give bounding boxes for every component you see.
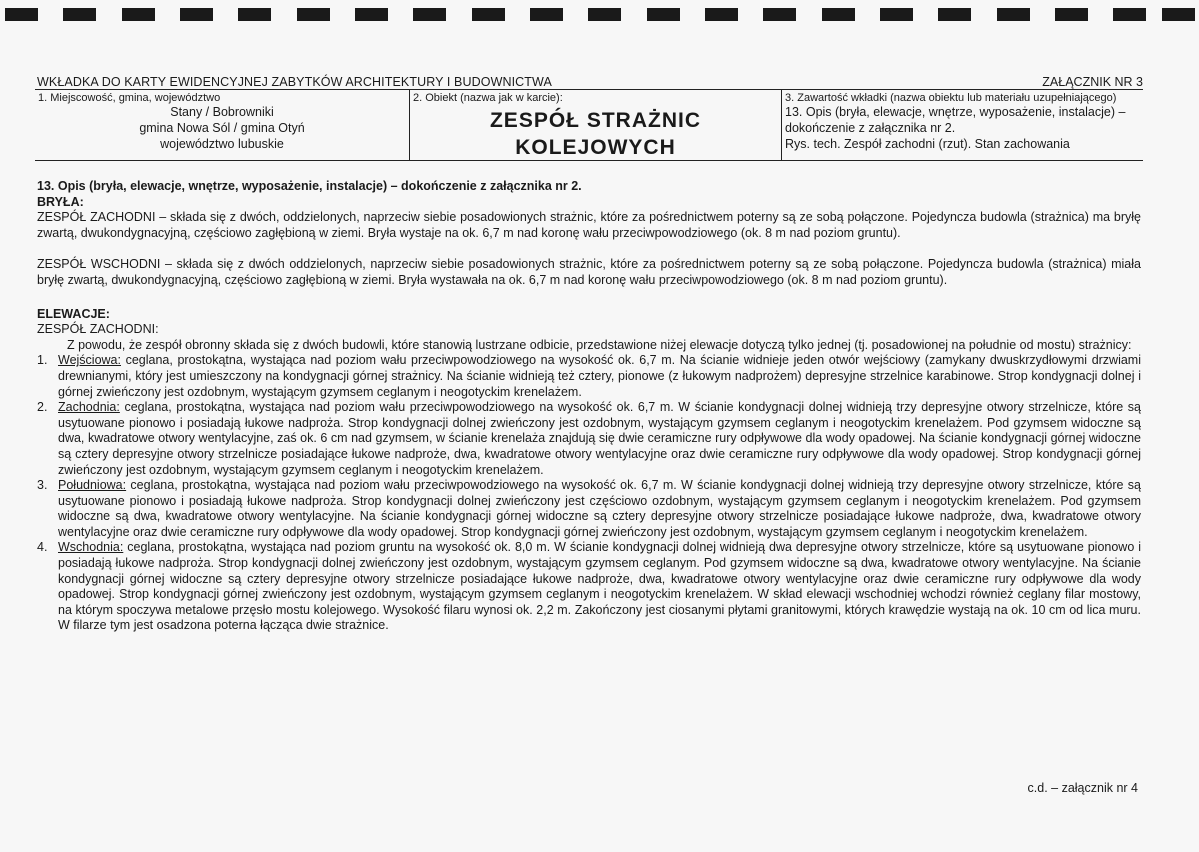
description-body [37,179,1141,634]
binder-hole [180,8,213,21]
binder-hole [238,8,271,21]
elevation-name: Zachodnia: [58,400,120,415]
list-item-number: 2. [37,400,48,415]
contents-label: 3. Zawartość wkładki (nazwa obiektu lub materiału uzupełniającego) [785,92,1117,104]
contents-line: dokończenie z załącznika nr 2. [785,121,956,135]
bryla-east-paragraph: ZESPÓŁ WSCHODNI – składa się z dwóch oddzielonych, naprzeciw siebie posadowionych strażnic, które za pośrednictwem poterny są ze sobą połączone. Pojedyncza budowla (strażnica) miała bryłę zwartą, dwukondygnacyjną, częściowo zagłębioną w ziemi. Bryła wystawała na ok. 6,7 m nad koronę wału przeciwpowodziowego (ok. 8 m nad poziom gruntu). [37,257,1141,287]
location-line: Stany / Bobrowniki [170,105,274,119]
elevations-list [37,353,1141,634]
elewacje-heading: ELEWACJE: [37,306,110,321]
elewacje-subheading: ZESPÓŁ ZACHODNI: [37,322,159,337]
elevation-name: Wejściowa: [58,353,121,368]
contents-cell [782,90,1143,160]
bryla-west-paragraph: ZESPÓŁ ZACHODNI – składa się z dwóch, oddzielonych, naprzeciw siebie posadowionych strażnic, które za pośrednictwem poterny są ze sobą połączone. Pojedyncza budowla (strażnica) ma bryłę zwartą, dwukondygnacyjną, częściowo zagłębioną w ziemi. Bryła wystaje na ok. 6,7 m nad koronę wału przeciwpowodziowego (ok. 8 m nad poziom gruntu). [37,210,1141,240]
location-label: 1. Miejscowość, gmina, województwo [38,92,221,104]
binder-hole [1113,8,1146,21]
elevation-name: Wschodnia: [58,540,124,555]
binder-hole [705,8,738,21]
binder-hole [938,8,971,21]
elewacje-intro: Z powodu, że zespół obronny składa się z dwóch budowli, które stanowią lustrzane odbicie, przedstawione niżej elewacje dotyczą tylko jednej (tj. posadowionej na południe od mostu) strażnicy: [67,337,1132,352]
binder-hole [472,8,505,21]
binder-hole [355,8,388,21]
list-item [37,540,1141,634]
document-title: WKŁADKA DO KARTY EWIDENCYJNEJ ZABYTKÓW ARCHITEKTURY I BUDOWNICTWA [37,75,552,89]
elevation-description: ceglana, prostokątna, wystająca nad poziom wału przeciwpowodziowego na wysokość ok. 6,7 m. Na ścianie widnieje jeden otwór wejściowy (zamykany dwuskrzydłowymi drzwiami drewnianymi, który jest umieszczony na kondygnacji górnej strażnicy. Na ścianie widnieją też cztery, pionowe (z łukowym nadprożem) depresyjne strzelnice karabinowe. Strop kondygnacji dolnej i górnej zwieńczony jest ozdobnym, wystającym gzymsem ceglanym i neogotyckim krenelażem. [58,353,1141,399]
binder-hole [997,8,1030,21]
binder-hole [647,8,680,21]
binder-hole [588,8,621,21]
object-title [410,107,781,161]
list-item-number: 1. [37,353,48,368]
binder-hole [880,8,913,21]
object-title-line: ZESPÓŁ STRAŻNIC [489,109,701,132]
binder-hole [63,8,96,21]
section-heading: 13. Opis (bryła, elewacje, wnętrze, wyposażenie, instalacje) – dokończenie z załącznika nr 2. [37,179,582,193]
list-item-number: 4. [37,540,48,555]
list-item [37,478,1141,540]
binder-hole [413,8,446,21]
binder-hole [763,8,796,21]
contents-line: 13. Opis (bryła, elewacje, wnętrze, wyposażenie, instalacje) – [785,105,1126,119]
binder-hole [122,8,155,21]
location-line: województwo lubuskie [160,137,284,151]
location-cell [35,90,409,160]
annex-label: ZAŁĄCZNIK NR 3 [1042,75,1143,89]
binder-hole [297,8,330,21]
elevation-name: Południowa: [58,478,127,493]
list-item [37,353,1141,400]
object-label: 2. Obiekt (nazwa jak w karcie): [413,92,563,104]
list-item [37,400,1141,478]
object-cell [409,90,782,160]
binder-hole [1162,8,1195,21]
binder-hole [530,8,563,21]
binder-hole [822,8,855,21]
elevation-description: ceglana, prostokątna, wystająca nad poziom wału przeciwpowodziowego na wysokość ok. 6,7 m. W ścianie kondygnacji dolnej widnieją trzy depresyjne otwory strzelnicze, które są usytuowane pionowo i posiadają łukowe nadproża. Strop kondygnacji dolnej zwieńczony jest częściowo ozdobnym, wystającym gzymsem ceglanym i neogotyckim krenelażem. Pod gzymsem widoczne są dwa, kwadratowe otwory wentylacyjne. Na ścianie kondygnacji górnej widoczne są cztery depresyjne otwory strzelnicze posiadające łukowe nadproże, dwa, kwadratowe otwory wentylacyjne oraz dwie ceramiczne rury odpływowe dla wody opadowej. Strop kondygnacji górnej zwieńczony jest ozdobnym, wystającym gzymsem ceglanym i neogotyckim krenelażem. [58,478,1141,539]
binder-holes [0,8,1199,22]
continued-note: c.d. – załącznik nr 4 [1027,781,1138,795]
location-line: gmina Nowa Sól / gmina Otyń [139,121,305,135]
binder-hole [1055,8,1088,21]
contents-line: Rys. tech. Zespół zachodni (rzut). Stan zachowania [785,137,1070,151]
header-table [35,89,1143,161]
elevation-description: ceglana, prostokątna, wystająca nad poziom gruntu na wysokość ok. 8,0 m. W ścianie kondygnacji dolnej widnieją dwa depresyjne otwory strzelnicze, które są usytuowane pionowo i posiadają łukowe nadproża. Strop kondygnacji dolnej zwieńczony jest ozdobnym, wystającym gzymsem ceglanym. Pod gzymsem widoczne są dwa, kwadratowe otwory wentylacyjne. Na ścianie kondygnacji górnej widoczne są cztery depresyjne otwory strzelnicze posiadające łukowe nadproże, dwa, kwadratowe otwory wentylacyjne oraz dwie ceramiczne rury odpływowe dla wody opadowej. Strop kondygnacji górnej zwieńczony jest ozdobnym, wystającym gzymsem ceglanym i neogotyckim krenelażem. W skład elewacji wschodniej wchodzi również ceglany filar mostowy, na którym spoczywa metalowe przęsło mostu kolejowego. Wysokość filaru wynosi ok. 2,2 m. Zakończony jest ciosanymi płytami granitowymi, których krawędzie wystają na ok. 10 cm od lica muru. W filarze tym jest osadzona poterna łącząca dwie strażnice. [58,540,1141,633]
object-title-line: KOLEJOWYCH [515,136,676,159]
list-item-number: 3. [37,478,48,493]
binder-hole [5,8,38,21]
elevation-description: ceglana, prostokątna, wystająca nad poziom wału przeciwpowodziowego na wysokość ok. 6,7 m. W ścianie kondygnacji dolnej widnieją trzy depresyjne otwory strzelnicze, które są usytuowane pionowo i posiadają łukowe nadproża. Strop kondygnacji dolnej zwieńczony jest ozdobnym, wystającym gzymsem ceglanym i neogotyckim krenelażem. Pod gzymsem widoczne są dwa, kwadratowe otwory wentylacyjne, zaś ok. 6 cm nad gzymsem, w ścianie krenelaża znajdują się dwie ceramiczne rury odpływowe dla wody opadowej. Na ścianie kondygnacji górnej widoczne są cztery depresyjne otwory strzelnicze posiadające łukowe nadproże, dwa, kwadratowe otwory wentylacyjne oraz dwie ceramiczne rury odpływowe dla wody opadowej. Strop kondygnacji górnej zwieńczony jest ozdobnym, wystającym gzymsem ceglanym i neogotyckim krenelażem. [58,400,1141,477]
bryla-heading: BRYŁA: [37,194,84,209]
